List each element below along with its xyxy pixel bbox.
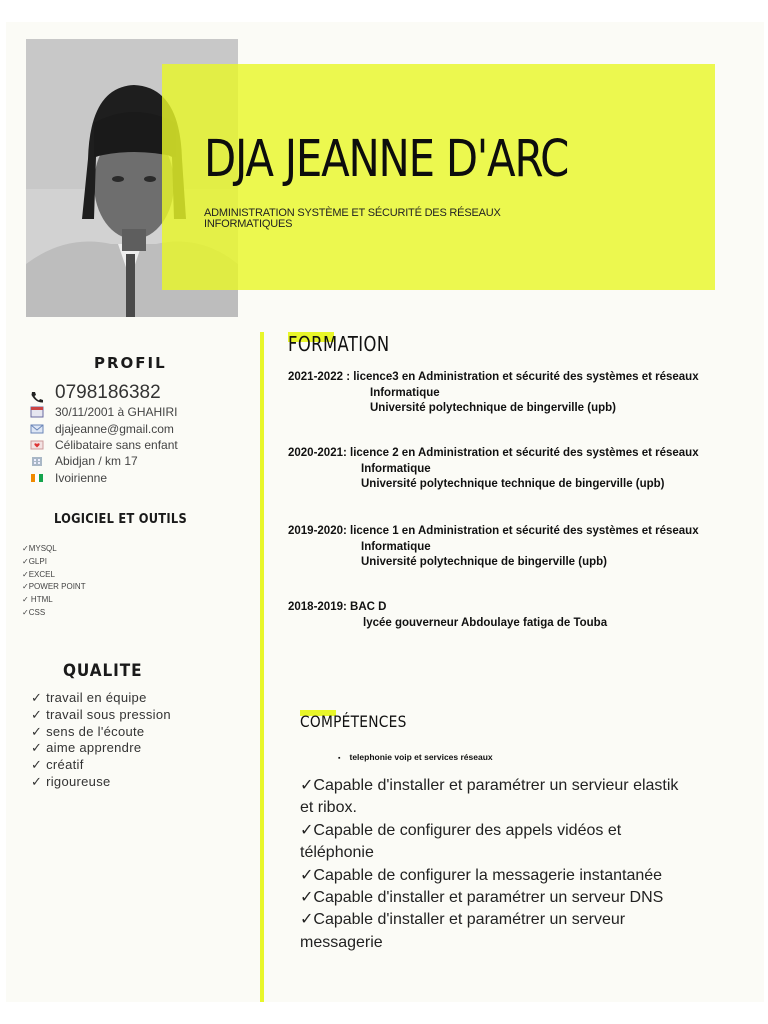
skill-item: ✓Capable d'installer et paramétrer un serveur messagerie [300, 911, 626, 951]
education-year: 2019-2020: [288, 525, 347, 537]
education-entry [288, 600, 758, 631]
skill-item: ✓Capable d'installer et paramétrer un serveur DNS [300, 889, 664, 907]
ivory-coast-flag-icon [30, 472, 44, 484]
phone-number: 0798186382 [55, 382, 161, 403]
education-entry [288, 370, 758, 417]
qualities-list [31, 690, 191, 791]
candidate-name: DJA JEANNE D'ARC [204, 130, 569, 189]
tool-item: ✓POWER POINT [22, 582, 86, 592]
quality-item: ✓ aime apprendre [31, 740, 142, 756]
email-icon [30, 423, 44, 435]
address: Abidjan / km 17 [55, 454, 138, 469]
tool-item: ✓EXCEL [22, 569, 55, 579]
marital-status: Célibataire sans enfant [55, 437, 178, 452]
nationality-row [30, 470, 240, 486]
tool-item: ✓ HTML [22, 595, 53, 605]
birth-date: 30/11/2001 à GHAHIRI [55, 405, 178, 420]
education-degree: licence 2 en Administration et sécurité des systèmes et réseaux [346, 447, 699, 459]
quality-item: ✓ travail en équipe [31, 690, 147, 705]
education-degree: BAC D [346, 601, 387, 613]
education-school: Université polytechnique de bingerville (upb) [370, 402, 617, 415]
calendar-icon [30, 406, 44, 418]
email-row [30, 420, 240, 436]
tool-item: ✓GLPI [22, 556, 47, 566]
candidate-title: ADMINISTRATION SYSTÈME ET SÉCURITÉ DES RÉSEAUX INFORMATIQUES [204, 207, 501, 230]
education-field: Informatique [361, 462, 431, 475]
skills-list [300, 775, 680, 954]
nationality: Ivoirienne [55, 470, 108, 485]
skill-item: ✓Capable de configurer des appels vidéos et téléphonie [300, 821, 622, 862]
education-school: Université polytechnique de bingerville (upb) [361, 556, 608, 569]
status-row [30, 437, 240, 453]
education-field: Informatique [361, 540, 431, 553]
birth-row [30, 404, 240, 420]
education-degree: licence3 en Administration et sécurité des systèmes et réseaux [350, 371, 699, 383]
column-divider [260, 332, 264, 1002]
quality-item: ✓ créatif [31, 757, 84, 773]
education-school: Université polytechnique technique de bingerville (upb) [361, 478, 665, 491]
building-icon [30, 455, 44, 467]
education-school: lycée gouverneur Abdoulaye fatiga de Touba [363, 616, 608, 629]
skill-item: ✓Capable d'installer et paramétrer un servieur elastik et ribox. [300, 777, 679, 817]
competence-subtopic: ▪ telephonie voip et services réseaux [338, 752, 493, 762]
address-row [30, 453, 240, 469]
competences-heading: COMPÉTENCES [300, 712, 407, 731]
quality-item: ✓ travail sous pression [31, 706, 171, 722]
profil-heading: PROFIL [94, 354, 167, 372]
education-field: Informatique [370, 386, 440, 399]
skill-item: ✓Capable de configurer la messagerie instantanée [300, 866, 663, 884]
education-year: 2018-2019: [288, 601, 347, 613]
heart-letter-icon [30, 439, 44, 451]
logiciel-heading: LOGICIEL ET OUTILS [54, 512, 187, 527]
education-year: 2020-2021: [288, 447, 347, 459]
education-entry [288, 446, 758, 493]
quality-item: ✓ sens de l'écoute [31, 723, 145, 739]
formation-heading: FORMATION [288, 332, 390, 356]
quality-item: ✓ rigoureuse [31, 773, 111, 789]
email-address[interactable]: djajeanne@gmail.com [55, 421, 174, 436]
tool-item: ✓CSS [22, 607, 46, 617]
phone-icon [30, 387, 44, 399]
resume-page [6, 22, 764, 1002]
education-degree: licence 1 en Administration et sécurité des systèmes et réseaux [346, 525, 699, 537]
phone-row [30, 382, 240, 404]
qualite-heading: QUALITE [63, 661, 143, 681]
tools-list [22, 543, 86, 620]
tool-item: ✓MYSQL [22, 544, 57, 553]
education-entry [288, 524, 758, 571]
contact-info [30, 382, 240, 486]
education-year: 2021-2022 : [288, 371, 351, 383]
